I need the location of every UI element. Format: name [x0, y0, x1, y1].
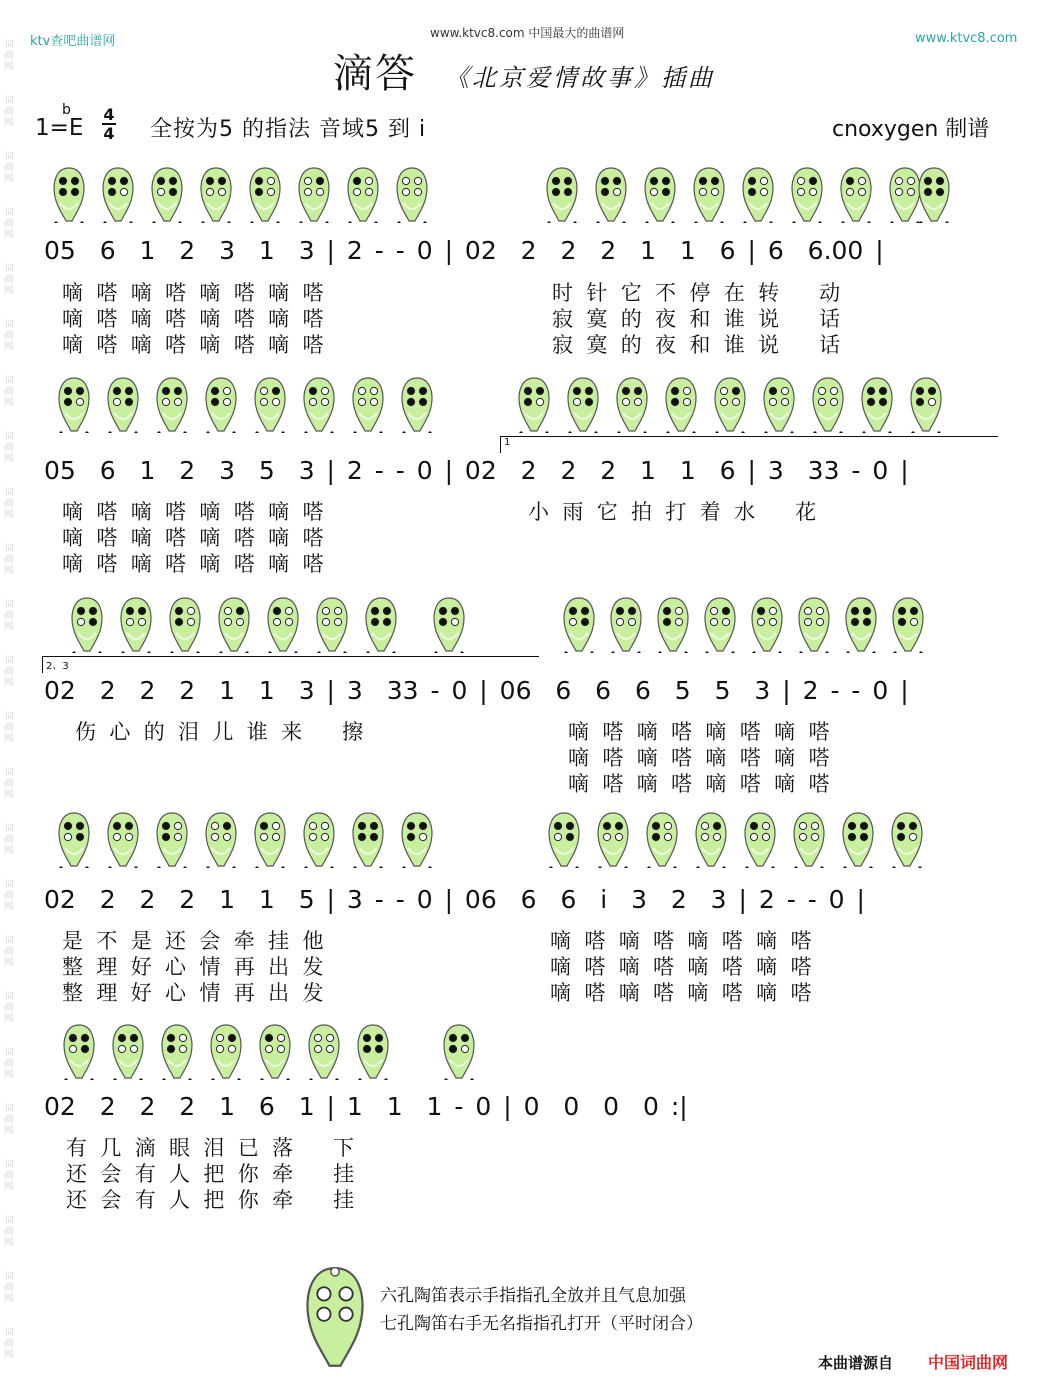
ocarina-fingering-icon: [197, 165, 235, 223]
lyric-line: 时 针 它 不 停 在 转 动: [552, 281, 841, 305]
ocarina-fingering-icon: [398, 810, 436, 868]
volta-label: 1: [504, 437, 511, 448]
watermark-text: 词曲网: [4, 40, 14, 72]
ocarina-fingering-icon: [545, 810, 583, 868]
ocarina-fingering-icon: [251, 375, 289, 433]
ocarina-fingering-icon: [313, 595, 351, 653]
watermark-text: 词曲网: [4, 1272, 14, 1304]
arranger-credit: cnoxygen 制谱: [832, 117, 990, 142]
ocarina-fingering-icon: [398, 375, 436, 433]
ocarina-fingering-icon: [68, 595, 106, 653]
ocarina-fingering-icon: [362, 595, 400, 653]
ocarina-fingering-icon: [839, 810, 877, 868]
volta-bracket: [42, 656, 539, 673]
watermark-text: 词曲网: [4, 656, 14, 688]
site-name-left: ktv查吧曲谱网: [30, 34, 116, 49]
ocarina-fingering-icon: [264, 595, 302, 653]
lyric-line: 是 不 是 还 会 牵 挂 他: [62, 929, 324, 953]
ocarina-fingering-icon: [543, 165, 581, 223]
lyric-line: 嘀 嗒 嘀 嗒 嘀 嗒 嘀 嗒: [550, 981, 812, 1005]
ocarina-fingering-icon: [701, 595, 739, 653]
lyric-line: 嘀 嗒 嘀 嗒 嘀 嗒 嘀 嗒: [568, 720, 830, 744]
watermark-text: 词曲网: [4, 320, 14, 352]
source-label: 本曲谱源自: [818, 1354, 894, 1372]
ocarina-fingering-icon: [158, 1022, 196, 1080]
legend-text: [380, 1282, 703, 1338]
lyric-line: 伤 心 的 泪 儿 谁 来 擦: [75, 720, 364, 744]
lyric-line: 寂 寞 的 夜 和 谁 说 话: [552, 333, 841, 357]
fingering-note: 全按为5 的指法 音域5 到 i: [150, 117, 427, 142]
site-url-right: www.ktvc8.com: [915, 31, 1018, 46]
ocarina-fingering-icon: [662, 375, 700, 433]
watermark-text: 词曲网: [4, 1216, 14, 1248]
ocarina-fingering-icon: [440, 1022, 478, 1080]
key-flat-sign: b: [62, 102, 71, 118]
watermark-text: 词曲网: [4, 208, 14, 240]
ocarina-fingering-icon: [300, 810, 338, 868]
ocarina-fingering-icon: [692, 810, 730, 868]
ocarina-fingering-icon: [300, 375, 338, 433]
watermark-text: 词曲网: [4, 1104, 14, 1136]
ocarina-fingering-icon: [788, 165, 826, 223]
lyric-line: 还 会 有 人 把 你 牵 挂: [66, 1162, 355, 1186]
watermark-text: 词曲网: [4, 96, 14, 128]
watermark-text: 词曲网: [4, 936, 14, 968]
source-site: 中国词曲网: [928, 1353, 1009, 1372]
lyric-line: 嘀 嗒 嘀 嗒 嘀 嗒 嘀 嗒: [568, 772, 830, 796]
volta-bracket: [500, 436, 998, 453]
ocarina-fingering-icon: [690, 165, 728, 223]
ocarina-fingering-icon: [166, 595, 204, 653]
ocarina-fingering-icon: [809, 375, 847, 433]
watermark-text: 词曲网: [4, 880, 14, 912]
lyric-line: 嘀 嗒 嘀 嗒 嘀 嗒 嘀 嗒: [62, 281, 324, 305]
ocarina-fingering-icon: [613, 375, 651, 433]
watermark-text: 词曲网: [4, 768, 14, 800]
ocarina-fingering-icon: [148, 165, 186, 223]
ocarina-fingering-icon: [60, 1022, 98, 1080]
ocarina-fingering-icon: [349, 810, 387, 868]
ocarina-fingering-icon: [564, 375, 602, 433]
ocarina-fingering-icon: [842, 595, 880, 653]
watermark-text: 词曲网: [4, 992, 14, 1024]
watermark-text: 词曲网: [4, 432, 14, 464]
ocarina-fingering-icon: [246, 165, 284, 223]
ocarina-fingering-icon: [654, 595, 692, 653]
notation-row: 02 2 2 2 1 1 5 | 3 - - 0 | 06 6 6 i 3 2 3 | 2 - - 0 |: [44, 885, 865, 914]
key-signature: 1=E: [35, 115, 84, 141]
ocarina-fingering-icon: [109, 1022, 147, 1080]
ocarina-fingering-icon: [104, 375, 142, 433]
lyric-line: 嘀 嗒 嘀 嗒 嘀 嗒 嘀 嗒: [62, 333, 324, 357]
watermark-text: 词曲网: [4, 712, 14, 744]
watermark-text: 词曲网: [4, 600, 14, 632]
lyric-line: 嘀 嗒 嘀 嗒 嘀 嗒 嘀 嗒: [550, 929, 812, 953]
ocarina-fingering-icon: [55, 375, 93, 433]
watermark-text: 词曲网: [4, 152, 14, 184]
lyric-line: 嘀 嗒 嘀 嗒 嘀 嗒 嘀 嗒: [550, 955, 812, 979]
time-signature: [100, 106, 118, 142]
lyric-line: 小 雨 它 拍 打 着 水 花: [528, 500, 817, 524]
ocarina-fingering-icon: [739, 165, 777, 223]
ocarina-fingering-icon: [153, 375, 191, 433]
legend-line-2: 七孔陶笛右手无名指指孔打开（平时闭合）: [380, 1314, 703, 1334]
ocarina-fingering-icon: [104, 810, 142, 868]
ocarina-fingering-icon: [888, 810, 926, 868]
ocarina-fingering-icon: [837, 165, 875, 223]
notation-row: 02 2 2 2 1 1 3 | 3 33 - 0 | 06 6 6 6 5 5 3 | 2 - - 0 |: [44, 676, 909, 705]
ocarina-fingering-icon: [748, 595, 786, 653]
notation-row: 05 6 1 2 3 1 3 | 2 - - 0 | 02 2 2 2 1 1 6 | 6 6.00 |: [44, 236, 884, 265]
ocarina-fingering-icon: [99, 165, 137, 223]
ocarina-fingering-icon: [202, 375, 240, 433]
legend-line-1: 六孔陶笛表示手指指孔全放并且气息加强: [380, 1286, 686, 1306]
watermark-text: 词曲网: [4, 1048, 14, 1080]
song-title: 滴答: [333, 51, 417, 97]
ocarina-fingering-icon: [915, 165, 953, 223]
ocarina-fingering-icon: [515, 375, 553, 433]
lyric-line: 整 理 好 心 情 再 出 发: [62, 981, 324, 1005]
ocarina-fingering-icon: [592, 165, 630, 223]
ocarina-fingering-icon: [354, 1022, 392, 1080]
ocarina-fingering-icon: [858, 375, 896, 433]
ocarina-fingering-icon: [641, 165, 679, 223]
notation-row: 05 6 1 2 3 5 3 | 2 - - 0 | 02 2 2 2 1 1 6 | 3 33 - 0 |: [44, 456, 909, 485]
ocarina-fingering-icon: [711, 375, 749, 433]
lyric-line: 还 会 有 人 把 你 牵 挂: [66, 1188, 355, 1212]
ocarina-fingering-icon: [215, 595, 253, 653]
legend-ocarina-icon: [300, 1262, 370, 1370]
ocarina-fingering-icon: [760, 375, 798, 433]
notation-row: 02 2 2 2 1 6 1 | 1 1 1 - 0 | 0 0 0 0 :|: [44, 1092, 688, 1121]
ocarina-fingering-icon: [790, 810, 828, 868]
watermark-text: 词曲网: [4, 488, 14, 520]
ocarina-fingering-icon: [344, 165, 382, 223]
ocarina-fingering-icon: [55, 810, 93, 868]
volta-label: 2、3: [46, 661, 69, 672]
lyric-line: 整 理 好 心 情 再 出 发: [62, 955, 324, 979]
ocarina-fingering-icon: [207, 1022, 245, 1080]
ocarina-fingering-icon: [305, 1022, 343, 1080]
ocarina-fingering-icon: [560, 595, 598, 653]
ocarina-fingering-icon: [795, 595, 833, 653]
watermark-text: 词曲网: [4, 544, 14, 576]
ocarina-fingering-icon: [741, 810, 779, 868]
ocarina-fingering-icon: [430, 595, 468, 653]
watermark-text: 词曲网: [4, 824, 14, 856]
ocarina-fingering-icon: [117, 595, 155, 653]
lyric-line: 嘀 嗒 嘀 嗒 嘀 嗒 嘀 嗒: [568, 746, 830, 770]
watermark-text: 词曲网: [4, 264, 14, 296]
song-subtitle: 《北京爱情故事》插曲: [445, 64, 715, 92]
meter-bottom: 4: [103, 124, 115, 143]
ocarina-fingering-icon: [349, 375, 387, 433]
watermark-text: 词曲网: [4, 376, 14, 408]
ocarina-fingering-icon: [202, 810, 240, 868]
watermark-text: 词曲网: [4, 1328, 14, 1360]
lyric-line: 嘀 嗒 嘀 嗒 嘀 嗒 嘀 嗒: [62, 552, 324, 576]
lyric-line: 嘀 嗒 嘀 嗒 嘀 嗒 嘀 嗒: [62, 526, 324, 550]
ocarina-fingering-icon: [889, 595, 927, 653]
ocarina-fingering-icon: [153, 810, 191, 868]
ocarina-fingering-icon: [594, 810, 632, 868]
lyric-line: 有 几 滴 眼 泪 已 落 下: [66, 1136, 355, 1160]
meter-top: 4: [103, 105, 115, 124]
ocarina-fingering-icon: [295, 165, 333, 223]
site-slogan: www.ktvc8.com 中国最大的曲谱网: [430, 26, 625, 40]
ocarina-fingering-icon: [251, 810, 289, 868]
lyric-line: 寂 寞 的 夜 和 谁 说 话: [552, 307, 841, 331]
ocarina-fingering-icon: [643, 810, 681, 868]
ocarina-fingering-icon: [50, 165, 88, 223]
watermark-text: 词曲网: [4, 1160, 14, 1192]
ocarina-fingering-icon: [256, 1022, 294, 1080]
ocarina-fingering-icon: [907, 375, 945, 433]
lyric-line: 嘀 嗒 嘀 嗒 嘀 嗒 嘀 嗒: [62, 500, 324, 524]
ocarina-fingering-icon: [393, 165, 431, 223]
lyric-line: 嘀 嗒 嘀 嗒 嘀 嗒 嘀 嗒: [62, 307, 324, 331]
ocarina-fingering-icon: [607, 595, 645, 653]
